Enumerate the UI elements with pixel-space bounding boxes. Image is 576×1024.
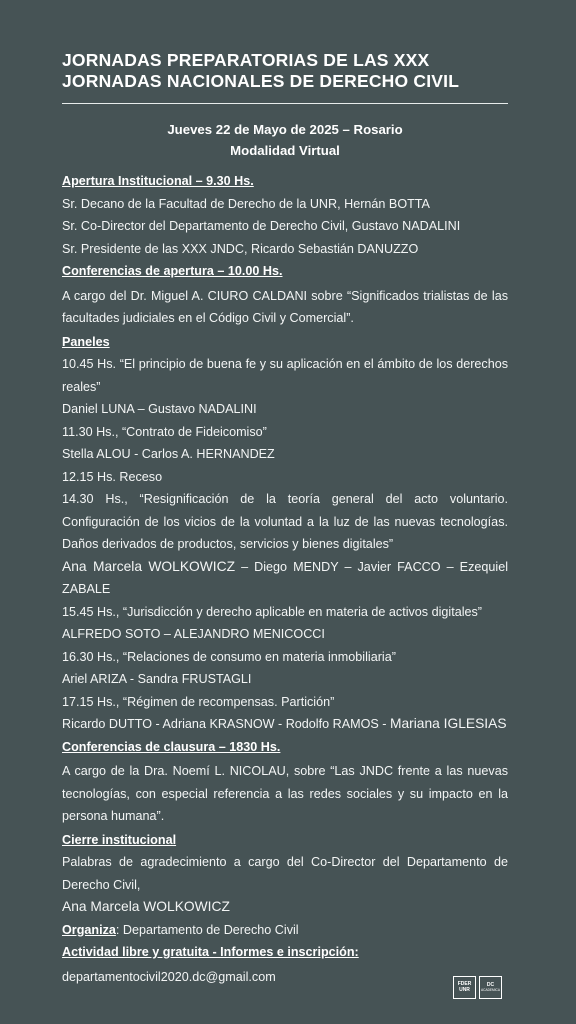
opening-conference-heading: Conferencias de apertura – 10.00 Hs. — [62, 264, 283, 278]
closing-speaker: Ana Marcela WOLKOWICZ — [62, 899, 230, 914]
fder-logo-text: FDER — [457, 981, 472, 987]
closing-conference-text: A cargo de la Dra. Noemí L. NICOLAU, sobre “Las JNDC frente a las nuevas tecnologías, con especial referencia a las redes sociales y su impacto en la persona humana”. — [62, 764, 508, 823]
panel-6-title: 17.15 Hs., “Régimen de recompensas. Partición” — [62, 694, 335, 709]
title-line-1: JORNADAS PREPARATORIAS DE LAS XXX — [62, 50, 430, 70]
program-content — [62, 170, 508, 988]
panel-3-speaker-main: Ana Marcela WOLKOWICZ — [62, 558, 236, 574]
panel-6-speakers — [62, 713, 508, 736]
panel-6-speakers-main: Ricardo DUTTO - Adriana KRASNOW - Rodolfo RAMOS - — [62, 717, 390, 731]
academica-logo-text: ACADEMICA — [481, 988, 500, 993]
registration-email[interactable]: departamentocivil2020.dc@gmail.com — [62, 969, 276, 984]
dc-academica-logo — [479, 976, 502, 999]
dc-logo-text: DC — [486, 981, 495, 988]
opening-line-2: Sr. Co-Director del Departamento de Derecho Civil, Gustavo NADALINI — [62, 219, 461, 233]
panel-5-speakers: Ariel ARIZA - Sandra FRUSTAGLI — [62, 672, 252, 686]
panel-1-title: 10.45 Hs. “El principio de buena fe y su aplicación en el ámbito de los derechos reales” — [62, 357, 508, 394]
closing-conference-heading: Conferencias de clausura – 1830 Hs. — [62, 739, 281, 754]
opening-conference-text: A cargo del Dr. Miguel A. CIURO CALDANI sobre “Significados trialistas de las facultades judiciales en el Código Civil y Comercial”. — [62, 288, 508, 325]
title-line-2: JORNADAS NACIONALES DE DERECHO CIVIL — [62, 71, 460, 91]
panel-4-speakers: ALFREDO SOTO – ALEJANDRO MENICOCCI — [62, 627, 325, 641]
opening-line-3: Sr. Presidente de las XXX JNDC, Ricardo Sebastián DANUZZO — [62, 241, 419, 256]
panels-heading: Paneles — [62, 334, 110, 349]
break-line: 12.15 Hs. Receso — [62, 469, 163, 484]
panel-4-title: 15.45 Hs., “Jurisdicción y derecho aplicable en materia de activos digitales” — [62, 604, 483, 619]
title-divider — [62, 103, 508, 104]
fder-unr-logo — [453, 976, 476, 999]
panel-3-speakers — [62, 556, 508, 601]
panel-6-speaker-last: Mariana IGLESIAS — [389, 716, 507, 731]
panel-1-speakers: Daniel LUNA – Gustavo NADALINI — [62, 402, 257, 416]
closing-text: Palabras de agradecimiento a cargo del Co-Director del Departamento de Derecho Civil, — [62, 855, 508, 892]
event-modality: Modalidad Virtual — [230, 143, 340, 158]
organizer-line — [62, 919, 508, 942]
panel-3-title: 14.30 Hs., “Resignificación de la teoría general del acto voluntario. Configuración de los vicios de la voluntad a la luz de las nuevas tecnologías. Daños derivados de productos, servicios y bienes digitales” — [62, 492, 508, 551]
panel-5-title: 16.30 Hs., “Relaciones de consumo en materia inmobiliaria” — [62, 649, 396, 664]
panel-2-speakers: Stella ALOU - Carlos A. HERNANDEZ — [62, 447, 275, 461]
registration-heading: Actividad libre y gratuita - Informes e inscripción: — [62, 945, 359, 959]
footer-logos — [453, 976, 505, 1000]
unr-logo-text: UNR — [459, 986, 470, 993]
panel-2-title: 11.30 Hs., “Contrato de Fideicomiso” — [62, 424, 267, 439]
closing-heading: Cierre institucional — [62, 832, 177, 847]
event-date: Jueves 22 de Mayo de 2025 – Rosario — [167, 122, 403, 137]
organizer-value: : Departamento de Derecho Civil — [115, 922, 299, 937]
organizer-label: Organiza — [62, 922, 116, 937]
opening-line-1: Sr. Decano de la Facultad de Derecho de la UNR, Hernán BOTTA — [62, 196, 430, 211]
panel-3-speakers-rest: – Diego MENDY – Javier FACCO – Ezequiel ZABALE — [62, 559, 508, 596]
event-title — [62, 50, 522, 92]
opening-heading: Apertura Institucional – 9.30 Hs. — [62, 174, 254, 188]
